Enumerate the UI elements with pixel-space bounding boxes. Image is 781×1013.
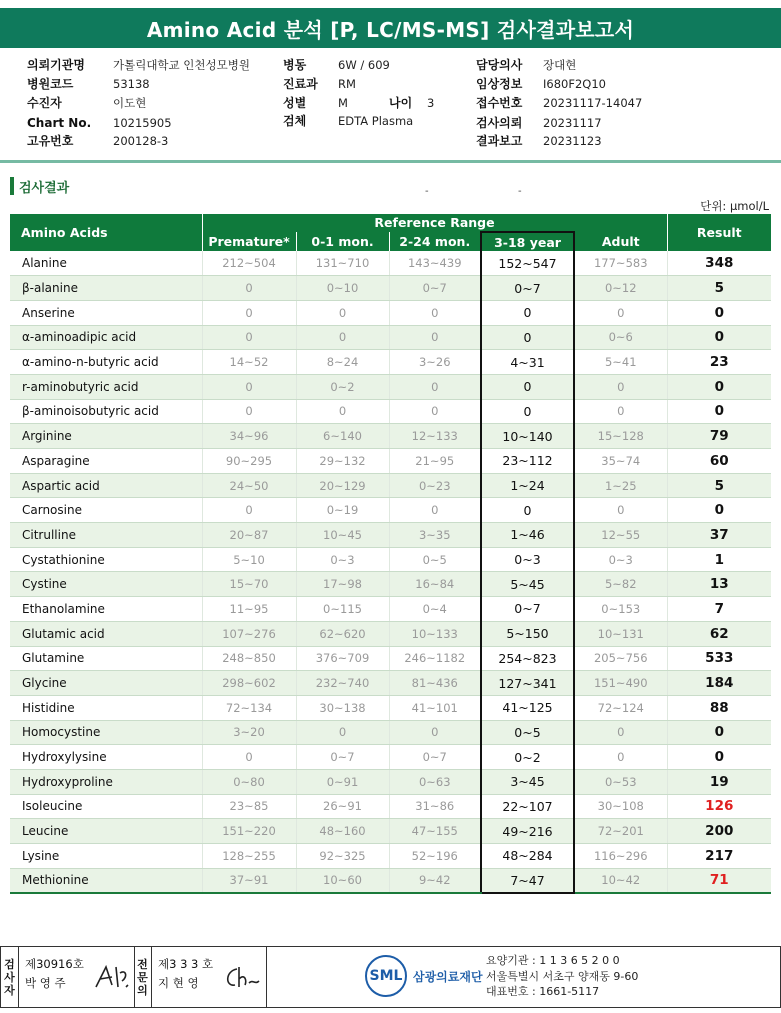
- clinical-value: I680F2Q10: [543, 77, 606, 91]
- adult-range: 0: [574, 300, 667, 325]
- premature-range: 0: [202, 300, 296, 325]
- code-value: 53138: [113, 77, 150, 91]
- premature-range: 24~50: [202, 473, 296, 498]
- lab-address: [486, 953, 638, 1000]
- month-2-24-header: 2-24 mon.: [389, 232, 481, 251]
- amino-acid-name: β-alanine: [10, 276, 202, 301]
- ward-label: 병동: [283, 58, 307, 72]
- phone-number: 대표번호 : 1661-5117: [486, 985, 600, 998]
- premature-range: 23~85: [202, 794, 296, 819]
- month-2-24-range: 0: [389, 720, 481, 745]
- table-row: [10, 374, 771, 399]
- adult-range: 0~153: [574, 597, 667, 622]
- year-3-18-range: 5~150: [481, 621, 574, 646]
- adult-range: 10~42: [574, 868, 667, 893]
- month-2-24-range: 21~95: [389, 449, 481, 474]
- age-label: 나이: [389, 96, 413, 110]
- premature-range: 11~95: [202, 597, 296, 622]
- month-0-1-range: 131~710: [296, 251, 389, 276]
- month-0-1-range: 30~138: [296, 695, 389, 720]
- month-0-1-header: 0-1 mon.: [296, 232, 389, 251]
- adult-header: Adult: [574, 232, 667, 251]
- month-0-1-range: 0: [296, 720, 389, 745]
- table-row: [10, 473, 771, 498]
- month-2-24-range: 0~23: [389, 473, 481, 498]
- year-3-18-range: 0~3: [481, 547, 574, 572]
- amino-acid-name: Glycine: [10, 671, 202, 696]
- month-2-24-range: 0~4: [389, 597, 481, 622]
- result-value: 0: [667, 498, 771, 523]
- adult-range: 116~296: [574, 844, 667, 869]
- premature-range: 0: [202, 325, 296, 350]
- adult-range: 0: [574, 745, 667, 770]
- table-row: [10, 572, 771, 597]
- adult-range: 30~108: [574, 794, 667, 819]
- result-value: 200: [667, 819, 771, 844]
- month-2-24-range: 0~7: [389, 276, 481, 301]
- premature-range: 0: [202, 276, 296, 301]
- month-2-24-range: 143~439: [389, 251, 481, 276]
- table-row: [10, 844, 771, 869]
- chart-value: 10215905: [113, 116, 172, 130]
- specialist-signature: [221, 963, 261, 993]
- amino-acid-name: Anserine: [10, 300, 202, 325]
- patient-info: [0, 56, 781, 156]
- month-0-1-range: 8~24: [296, 350, 389, 375]
- month-2-24-range: 246~1182: [389, 646, 481, 671]
- month-0-1-range: 0~115: [296, 597, 389, 622]
- report-value: 20231123: [543, 134, 602, 148]
- year-3-18-range: 152~547: [481, 251, 574, 276]
- adult-range: 10~131: [574, 621, 667, 646]
- adult-range: 0~3: [574, 547, 667, 572]
- month-0-1-range: 0: [296, 325, 389, 350]
- dash-mark: -: [425, 186, 429, 197]
- result-value: 5: [667, 276, 771, 301]
- result-value: 348: [667, 251, 771, 276]
- month-0-1-range: 6~140: [296, 424, 389, 449]
- result-value: 126: [667, 794, 771, 819]
- result-value: 5: [667, 473, 771, 498]
- specimen-label: 검체: [283, 114, 307, 128]
- result-value: 19: [667, 769, 771, 794]
- month-0-1-range: 232~740: [296, 671, 389, 696]
- table-row: [10, 325, 771, 350]
- result-value: 0: [667, 399, 771, 424]
- table-row: [10, 745, 771, 770]
- adult-range: 0: [574, 374, 667, 399]
- result-value: 1: [667, 547, 771, 572]
- premature-range: 212~504: [202, 251, 296, 276]
- result-value: 533: [667, 646, 771, 671]
- amino-acid-name: Hydroxyproline: [10, 769, 202, 794]
- month-2-24-range: 10~133: [389, 621, 481, 646]
- year-3-18-range: 254~823: [481, 646, 574, 671]
- code-label: 병원코드: [27, 77, 74, 91]
- month-0-1-range: 29~132: [296, 449, 389, 474]
- month-0-1-range: 48~160: [296, 819, 389, 844]
- adult-range: 0~53: [574, 769, 667, 794]
- result-value: 62: [667, 621, 771, 646]
- amino-acid-name: α-aminoadipic acid: [10, 325, 202, 350]
- tester-signature-block: [1, 947, 132, 1007]
- amino-acid-name: Cystine: [10, 572, 202, 597]
- table-row: [10, 868, 771, 893]
- result-value: 217: [667, 844, 771, 869]
- table-row: [10, 350, 771, 375]
- premature-range: 15~70: [202, 572, 296, 597]
- premature-range: 34~96: [202, 424, 296, 449]
- sex-value: M: [338, 96, 348, 110]
- year-3-18-range: 3~45: [481, 769, 574, 794]
- month-0-1-range: 92~325: [296, 844, 389, 869]
- amino-acid-name: Lysine: [10, 844, 202, 869]
- premature-range: 3~20: [202, 720, 296, 745]
- table-row: [10, 720, 771, 745]
- result-value: 0: [667, 745, 771, 770]
- premature-range: 0: [202, 374, 296, 399]
- year-3-18-range: 22~107: [481, 794, 574, 819]
- report-footer: [0, 946, 781, 1008]
- clinical-label: 임상정보: [476, 77, 523, 91]
- hospital-label: 의뢰기관명: [27, 58, 85, 72]
- year-3-18-range: 127~341: [481, 671, 574, 696]
- premature-range: 107~276: [202, 621, 296, 646]
- result-value: 7: [667, 597, 771, 622]
- specialist-label: 전 문 의: [134, 947, 152, 1007]
- month-0-1-range: 20~129: [296, 473, 389, 498]
- request-label: 검사의뢰: [476, 116, 523, 130]
- amino-acid-name: Alanine: [10, 251, 202, 276]
- year-3-18-range: 0: [481, 325, 574, 350]
- tester-label: 검 사 자: [1, 947, 19, 1007]
- month-0-1-range: 10~60: [296, 868, 389, 893]
- adult-range: 35~74: [574, 449, 667, 474]
- receipt-label: 접수번호: [476, 96, 523, 110]
- adult-range: 72~124: [574, 695, 667, 720]
- adult-range: 5~82: [574, 572, 667, 597]
- section-marker: [10, 177, 14, 195]
- year-3-18-range: 0: [481, 498, 574, 523]
- month-2-24-range: 0: [389, 374, 481, 399]
- specialist-license-no: 제3 3 3 호: [158, 957, 214, 971]
- specialist-signature-block: [134, 947, 261, 1007]
- adult-range: 151~490: [574, 671, 667, 696]
- year-3-18-range: 48~284: [481, 844, 574, 869]
- report-label: 결과보고: [476, 134, 523, 148]
- premature-range: 151~220: [202, 819, 296, 844]
- amino-acid-name: r-aminobutyric acid: [10, 374, 202, 399]
- month-0-1-range: 0~19: [296, 498, 389, 523]
- table-row: [10, 621, 771, 646]
- table-row: [10, 449, 771, 474]
- year-3-18-range: 5~45: [481, 572, 574, 597]
- patient-value: 이도현: [113, 96, 147, 110]
- amino-acids-header: Amino Acids: [10, 214, 202, 251]
- result-value: 60: [667, 449, 771, 474]
- table-row: [10, 300, 771, 325]
- year-3-18-range: 1~46: [481, 523, 574, 548]
- institution-number: 요양기관 : 1 1 3 6 5 2 0 0: [486, 954, 620, 967]
- result-value: 88: [667, 695, 771, 720]
- table-row: [10, 769, 771, 794]
- adult-range: 12~55: [574, 523, 667, 548]
- reference-range-header: Reference Range: [202, 214, 667, 232]
- adult-range: 0~12: [574, 276, 667, 301]
- year-3-18-range: 0~7: [481, 276, 574, 301]
- specialist-name: 지 현 영: [158, 976, 199, 990]
- amino-acid-name: Isoleucine: [10, 794, 202, 819]
- month-0-1-range: 0~3: [296, 547, 389, 572]
- amino-acid-name: Hydroxylysine: [10, 745, 202, 770]
- result-value: 0: [667, 325, 771, 350]
- month-0-1-range: 0~10: [296, 276, 389, 301]
- table-row: [10, 646, 771, 671]
- year-3-18-range: 0: [481, 374, 574, 399]
- age-value: 3: [427, 96, 435, 110]
- chart-label: Chart No.: [27, 116, 92, 130]
- month-2-24-range: 0~7: [389, 745, 481, 770]
- lab-logo: [365, 955, 483, 997]
- premature-range: 0: [202, 399, 296, 424]
- result-value: 79: [667, 424, 771, 449]
- result-value: 71: [667, 868, 771, 893]
- table-row: [10, 276, 771, 301]
- amino-acid-name: Histidine: [10, 695, 202, 720]
- month-2-24-range: 16~84: [389, 572, 481, 597]
- month-0-1-range: 0: [296, 399, 389, 424]
- result-header: Result: [667, 214, 771, 251]
- amino-acid-name: Homocystine: [10, 720, 202, 745]
- year-3-18-range: 0~5: [481, 720, 574, 745]
- month-2-24-range: 47~155: [389, 819, 481, 844]
- amino-acid-name: Asparagine: [10, 449, 202, 474]
- sml-logo-icon: SML: [365, 955, 407, 997]
- month-0-1-range: 62~620: [296, 621, 389, 646]
- year-3-18-range: 10~140: [481, 424, 574, 449]
- month-2-24-range: 9~42: [389, 868, 481, 893]
- year-3-18-range: 1~24: [481, 473, 574, 498]
- dept-value: RM: [338, 77, 356, 91]
- month-0-1-range: 17~98: [296, 572, 389, 597]
- year-3-18-range: 0~2: [481, 745, 574, 770]
- table-row: [10, 597, 771, 622]
- report-title: Amino Acid 분석 [P, LC/MS-MS] 검사결과보고서: [0, 8, 781, 48]
- sex-label: 성별: [283, 96, 307, 110]
- result-value: 13: [667, 572, 771, 597]
- month-2-24-range: 0: [389, 325, 481, 350]
- amino-acid-name: Carnosine: [10, 498, 202, 523]
- year-3-18-range: 49~216: [481, 819, 574, 844]
- month-2-24-range: 0~5: [389, 547, 481, 572]
- month-2-24-range: 3~35: [389, 523, 481, 548]
- amino-acid-name: Aspartic acid: [10, 473, 202, 498]
- result-value: 23: [667, 350, 771, 375]
- month-2-24-range: 0~63: [389, 769, 481, 794]
- amino-acid-name: α-amino-n-butyric acid: [10, 350, 202, 375]
- premature-range: 20~87: [202, 523, 296, 548]
- amino-acid-name: Methionine: [10, 868, 202, 893]
- doctor-label: 담당의사: [476, 58, 523, 72]
- amino-acid-name: Leucine: [10, 819, 202, 844]
- month-2-24-range: 0: [389, 498, 481, 523]
- section-heading: [10, 176, 69, 196]
- month-2-24-range: 0: [389, 399, 481, 424]
- premature-range: 0: [202, 498, 296, 523]
- receipt-value: 20231117-14047: [543, 96, 643, 110]
- hospital-value: 가톨릭대학교 인천성모병원: [113, 58, 250, 72]
- table-row: [10, 498, 771, 523]
- tester-name: 박 영 주: [25, 976, 66, 990]
- unit-label: 단위: µmol/L: [700, 199, 769, 213]
- premature-range: 248~850: [202, 646, 296, 671]
- premature-range: 90~295: [202, 449, 296, 474]
- table-row: [10, 671, 771, 696]
- unique-label: 고유번호: [27, 134, 74, 148]
- month-2-24-range: 52~196: [389, 844, 481, 869]
- dept-label: 진료과: [283, 77, 318, 91]
- result-value: 0: [667, 374, 771, 399]
- header-divider: [0, 160, 781, 163]
- amino-acid-name: Glutamic acid: [10, 621, 202, 646]
- month-2-24-range: 3~26: [389, 350, 481, 375]
- adult-range: 0~6: [574, 325, 667, 350]
- year-3-18-range: 0~7: [481, 597, 574, 622]
- tester-license-no: 제30916호: [25, 957, 84, 971]
- premature-range: 14~52: [202, 350, 296, 375]
- table-row: [10, 695, 771, 720]
- premature-range: 0~80: [202, 769, 296, 794]
- year-3-18-range: 0: [481, 399, 574, 424]
- premature-range: 298~602: [202, 671, 296, 696]
- amino-acid-name: Arginine: [10, 424, 202, 449]
- month-0-1-range: 0~91: [296, 769, 389, 794]
- adult-range: 205~756: [574, 646, 667, 671]
- result-value: 37: [667, 523, 771, 548]
- dash-mark: -: [518, 186, 522, 197]
- adult-range: 0: [574, 498, 667, 523]
- month-2-24-range: 81~436: [389, 671, 481, 696]
- month-0-1-range: 26~91: [296, 794, 389, 819]
- month-2-24-range: 31~86: [389, 794, 481, 819]
- year-3-18-range: 41~125: [481, 695, 574, 720]
- premature-range: 128~255: [202, 844, 296, 869]
- table-row: [10, 424, 771, 449]
- premature-header: Premature*: [202, 232, 296, 251]
- results-table: [10, 214, 771, 894]
- adult-range: 72~201: [574, 819, 667, 844]
- month-0-1-range: 0~7: [296, 745, 389, 770]
- lab-name: 삼광의료재단: [413, 969, 483, 984]
- month-2-24-range: 41~101: [389, 695, 481, 720]
- month-2-24-range: 12~133: [389, 424, 481, 449]
- address-line: 서울특별시 서초구 양재동 9-60: [486, 969, 639, 983]
- adult-range: 0: [574, 720, 667, 745]
- adult-range: 0: [574, 399, 667, 424]
- adult-range: 177~583: [574, 251, 667, 276]
- patient-label: 수진자: [27, 96, 62, 110]
- tester-signature: [92, 963, 132, 993]
- section-title: 검사결과: [19, 180, 70, 196]
- year-3-18-range: 23~112: [481, 449, 574, 474]
- premature-range: 72~134: [202, 695, 296, 720]
- request-value: 20231117: [543, 116, 602, 130]
- unique-value: 200128-3: [113, 134, 169, 148]
- table-row: [10, 399, 771, 424]
- premature-range: 5~10: [202, 547, 296, 572]
- amino-acid-name: Cystathionine: [10, 547, 202, 572]
- table-row: [10, 523, 771, 548]
- month-0-1-range: 376~709: [296, 646, 389, 671]
- amino-acid-name: Citrulline: [10, 523, 202, 548]
- month-0-1-range: 0~2: [296, 374, 389, 399]
- year-3-18-range: 4~31: [481, 350, 574, 375]
- premature-range: 0: [202, 745, 296, 770]
- year-3-18-range: 7~47: [481, 868, 574, 893]
- result-value: 0: [667, 720, 771, 745]
- month-0-1-range: 0: [296, 300, 389, 325]
- specimen-value: EDTA Plasma: [338, 114, 414, 128]
- amino-acid-name: Ethanolamine: [10, 597, 202, 622]
- table-row: [10, 794, 771, 819]
- adult-range: 15~128: [574, 424, 667, 449]
- table-row: [10, 547, 771, 572]
- month-2-24-range: 0: [389, 300, 481, 325]
- year-3-18-header: 3-18 year: [481, 232, 574, 251]
- table-row: [10, 819, 771, 844]
- ward-value: 6W / 609: [338, 58, 390, 72]
- doctor-value: 장대현: [543, 58, 577, 72]
- adult-range: 5~41: [574, 350, 667, 375]
- adult-range: 1~25: [574, 473, 667, 498]
- month-0-1-range: 10~45: [296, 523, 389, 548]
- amino-acid-name: β-aminoisobutyric acid: [10, 399, 202, 424]
- amino-acid-name: Glutamine: [10, 646, 202, 671]
- premature-range: 37~91: [202, 868, 296, 893]
- year-3-18-range: 0: [481, 300, 574, 325]
- result-value: 0: [667, 300, 771, 325]
- table-row: [10, 251, 771, 276]
- result-value: 184: [667, 671, 771, 696]
